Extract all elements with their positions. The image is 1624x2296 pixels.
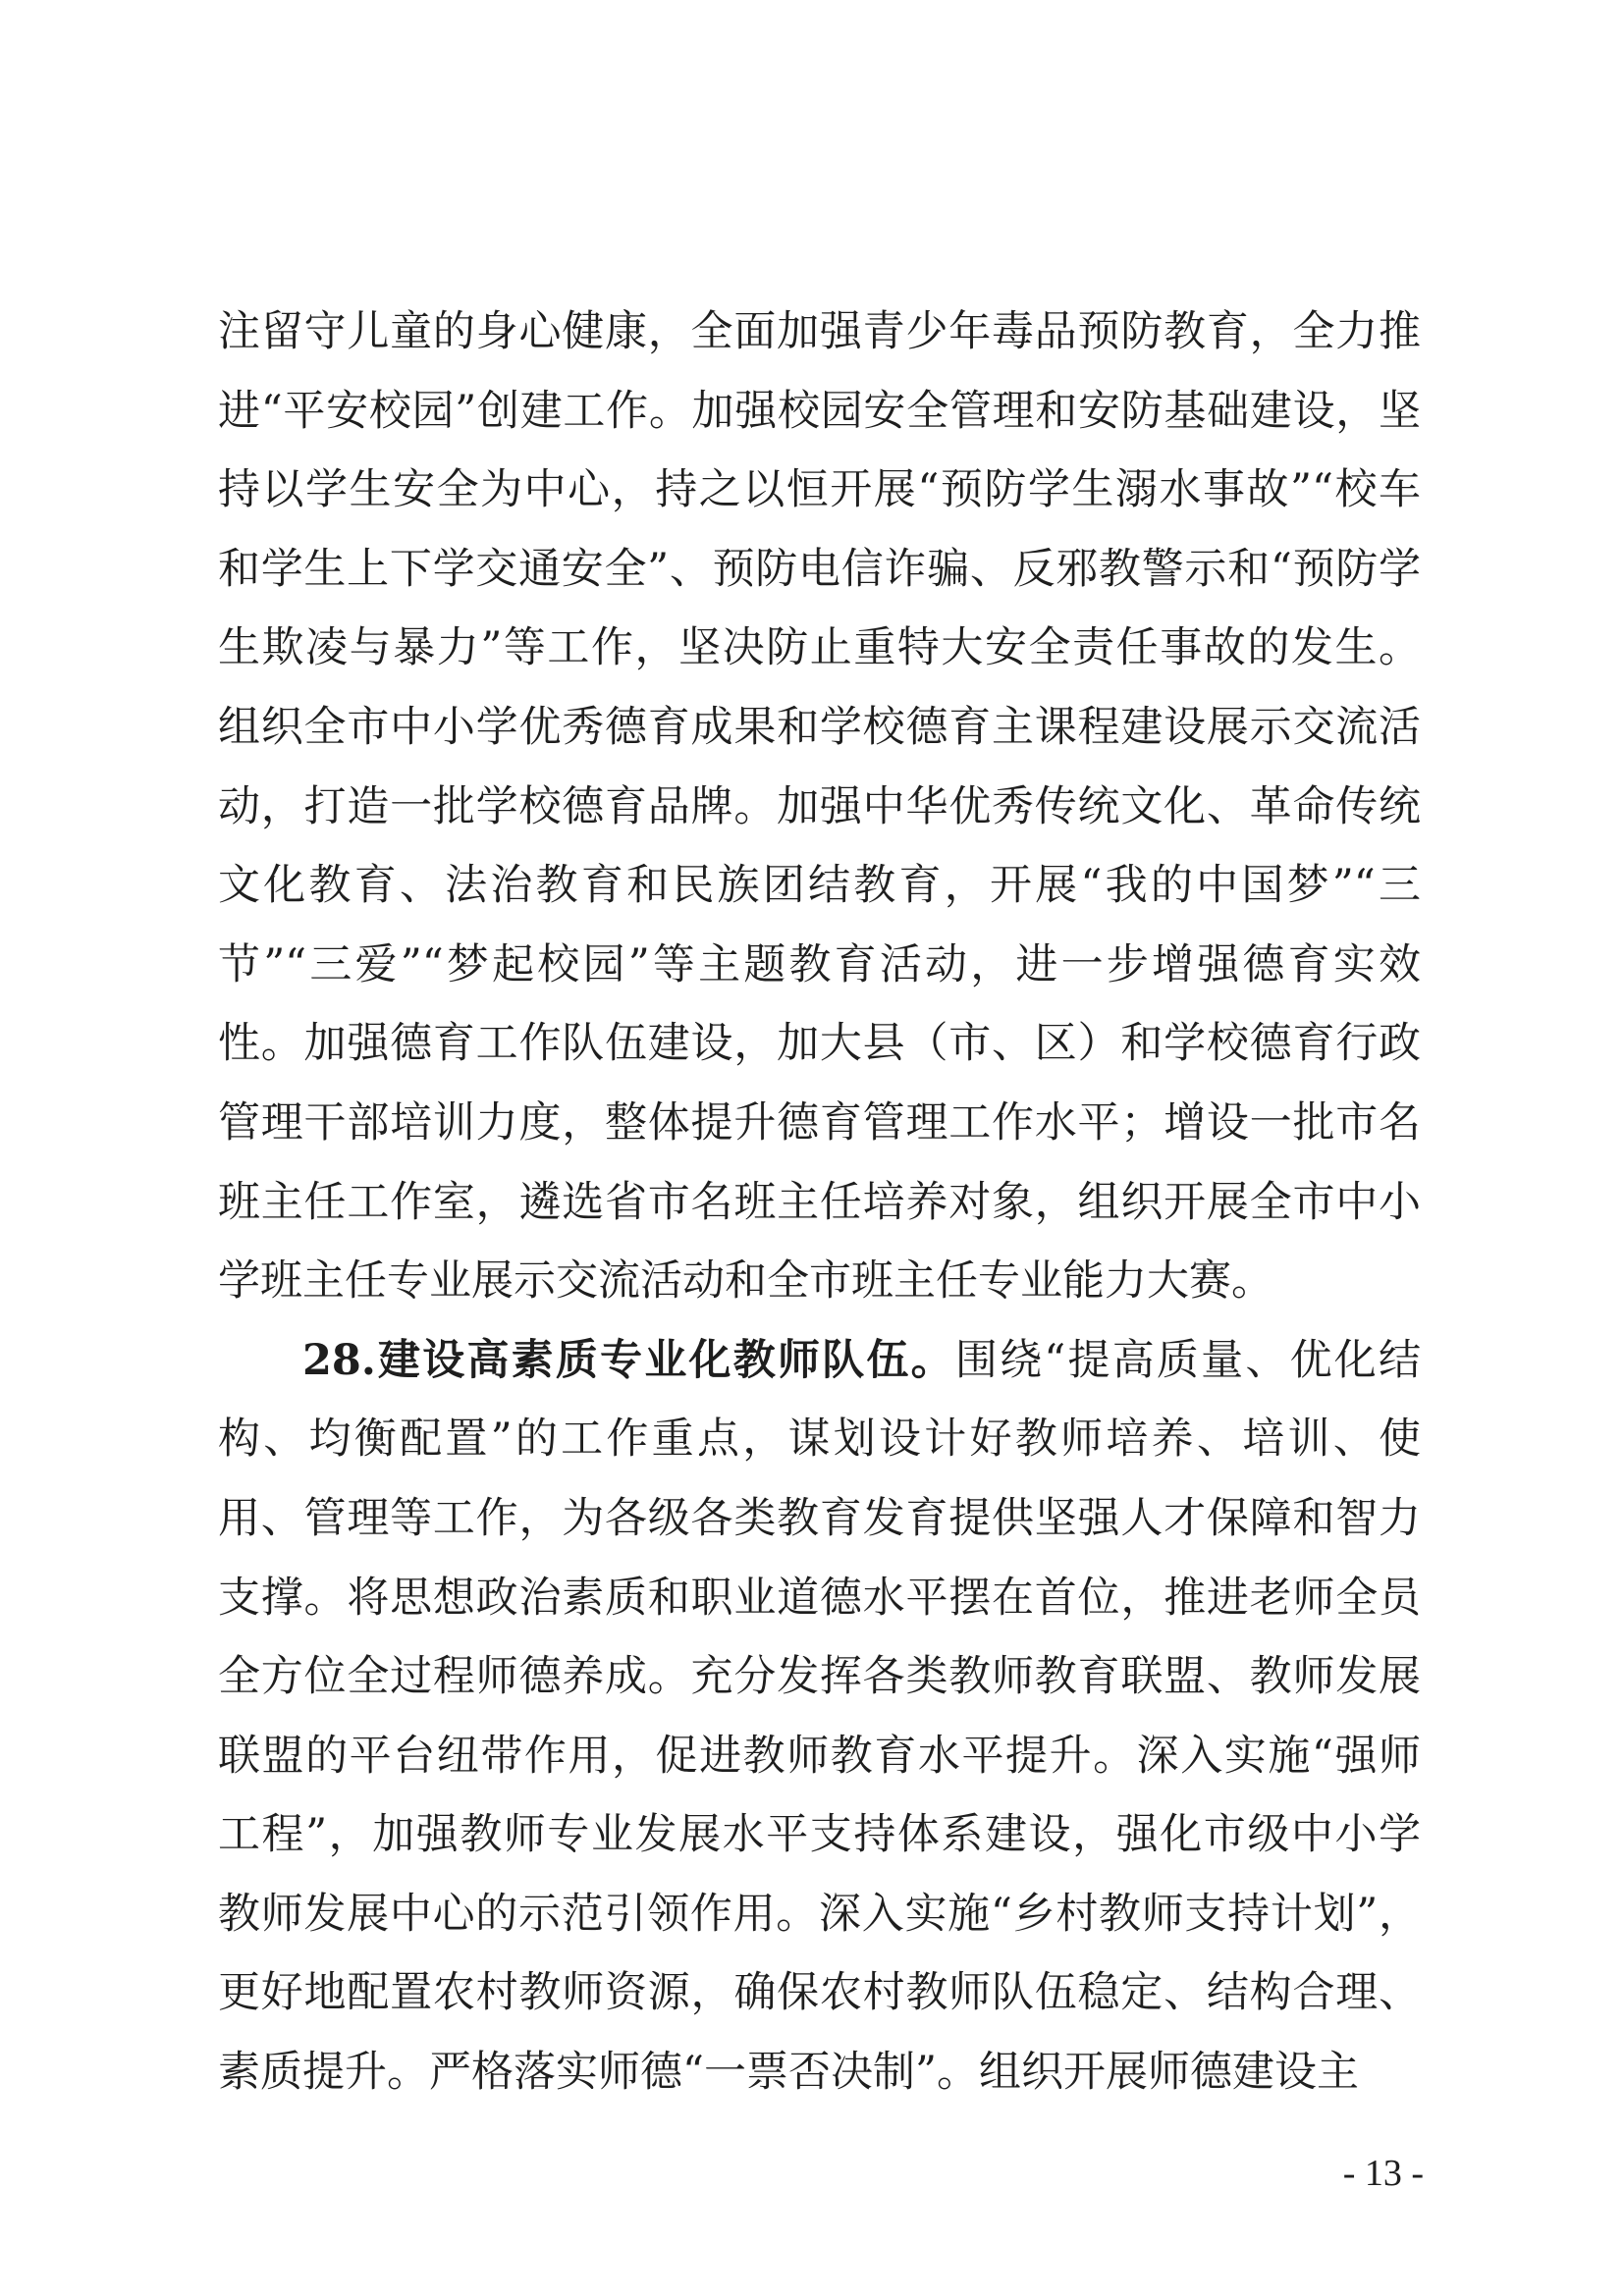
paragraph-text: 注留守儿童的身心健康，全面加强青少年毒品预防教育，全力推进“平安校园”创建工作。加强校园安全管理和安防基础建设，坚持以学生安全为中心，持之以恒开展“预防学生溺水事故”“校车和学生上下学交通安全”、预防电信诈骗、反邪教警示和“预防学生欺凌与暴力”等工作，坚决防止重特大安全责任事故的发生。组织全市中小学优秀德育成果和学校德育主课程建设展示交流活动，打造一批学校德育品牌。加强中华优秀传统文化、革命传统文化教育、法治教育和民族团结教育，开展“我的中国梦”“三节”“三爱”“梦起校园”等主题教育活动，进一步增强德育实效性。加强德育工作队伍建设，加大县（市、区）和学校德育行政管理干部培训力度，整体提升德育管理工作水平；增设一批市名班主任工作室，遴选省市名班主任培养对象，组织开展全市中小学班主任专业展示交流活动和全市班主任专业能力大赛。	[218, 307, 1421, 1307]
paragraph-teacher-team	[218, 1321, 1421, 2112]
page-number: - 13 -	[1342, 2153, 1424, 2194]
body-text	[218, 293, 1421, 2112]
section-heading: 28.建设高素质专业化教师队伍。	[302, 1335, 955, 1385]
paragraph-text: 围绕“提高质量、优化结构、均衡配置”的工作重点，谋划设计好教师培养、培训、使用、管理等工作，为各级各类教育发育提供坚强人才保障和智力支撑。将思想政治素质和职业道德水平摆在首位，推进老师全员全方位全过程师德养成。充分发挥各类教师教育联盟、教师发展联盟的平台纽带作用，促进教师教育水平提升。深入实施“强师工程”，加强教师专业发展水平支持体系建设，强化市级中小学教师发展中心的示范引领作用。深入实施“乡村教师支持计划”，更好地配置农村教师资源，确保农村教师队伍稳定、结构合理、素质提升。严格落实师德“一票否决制”。组织开展师德建设主	[218, 1335, 1422, 2098]
paragraph-continued	[218, 293, 1421, 1321]
